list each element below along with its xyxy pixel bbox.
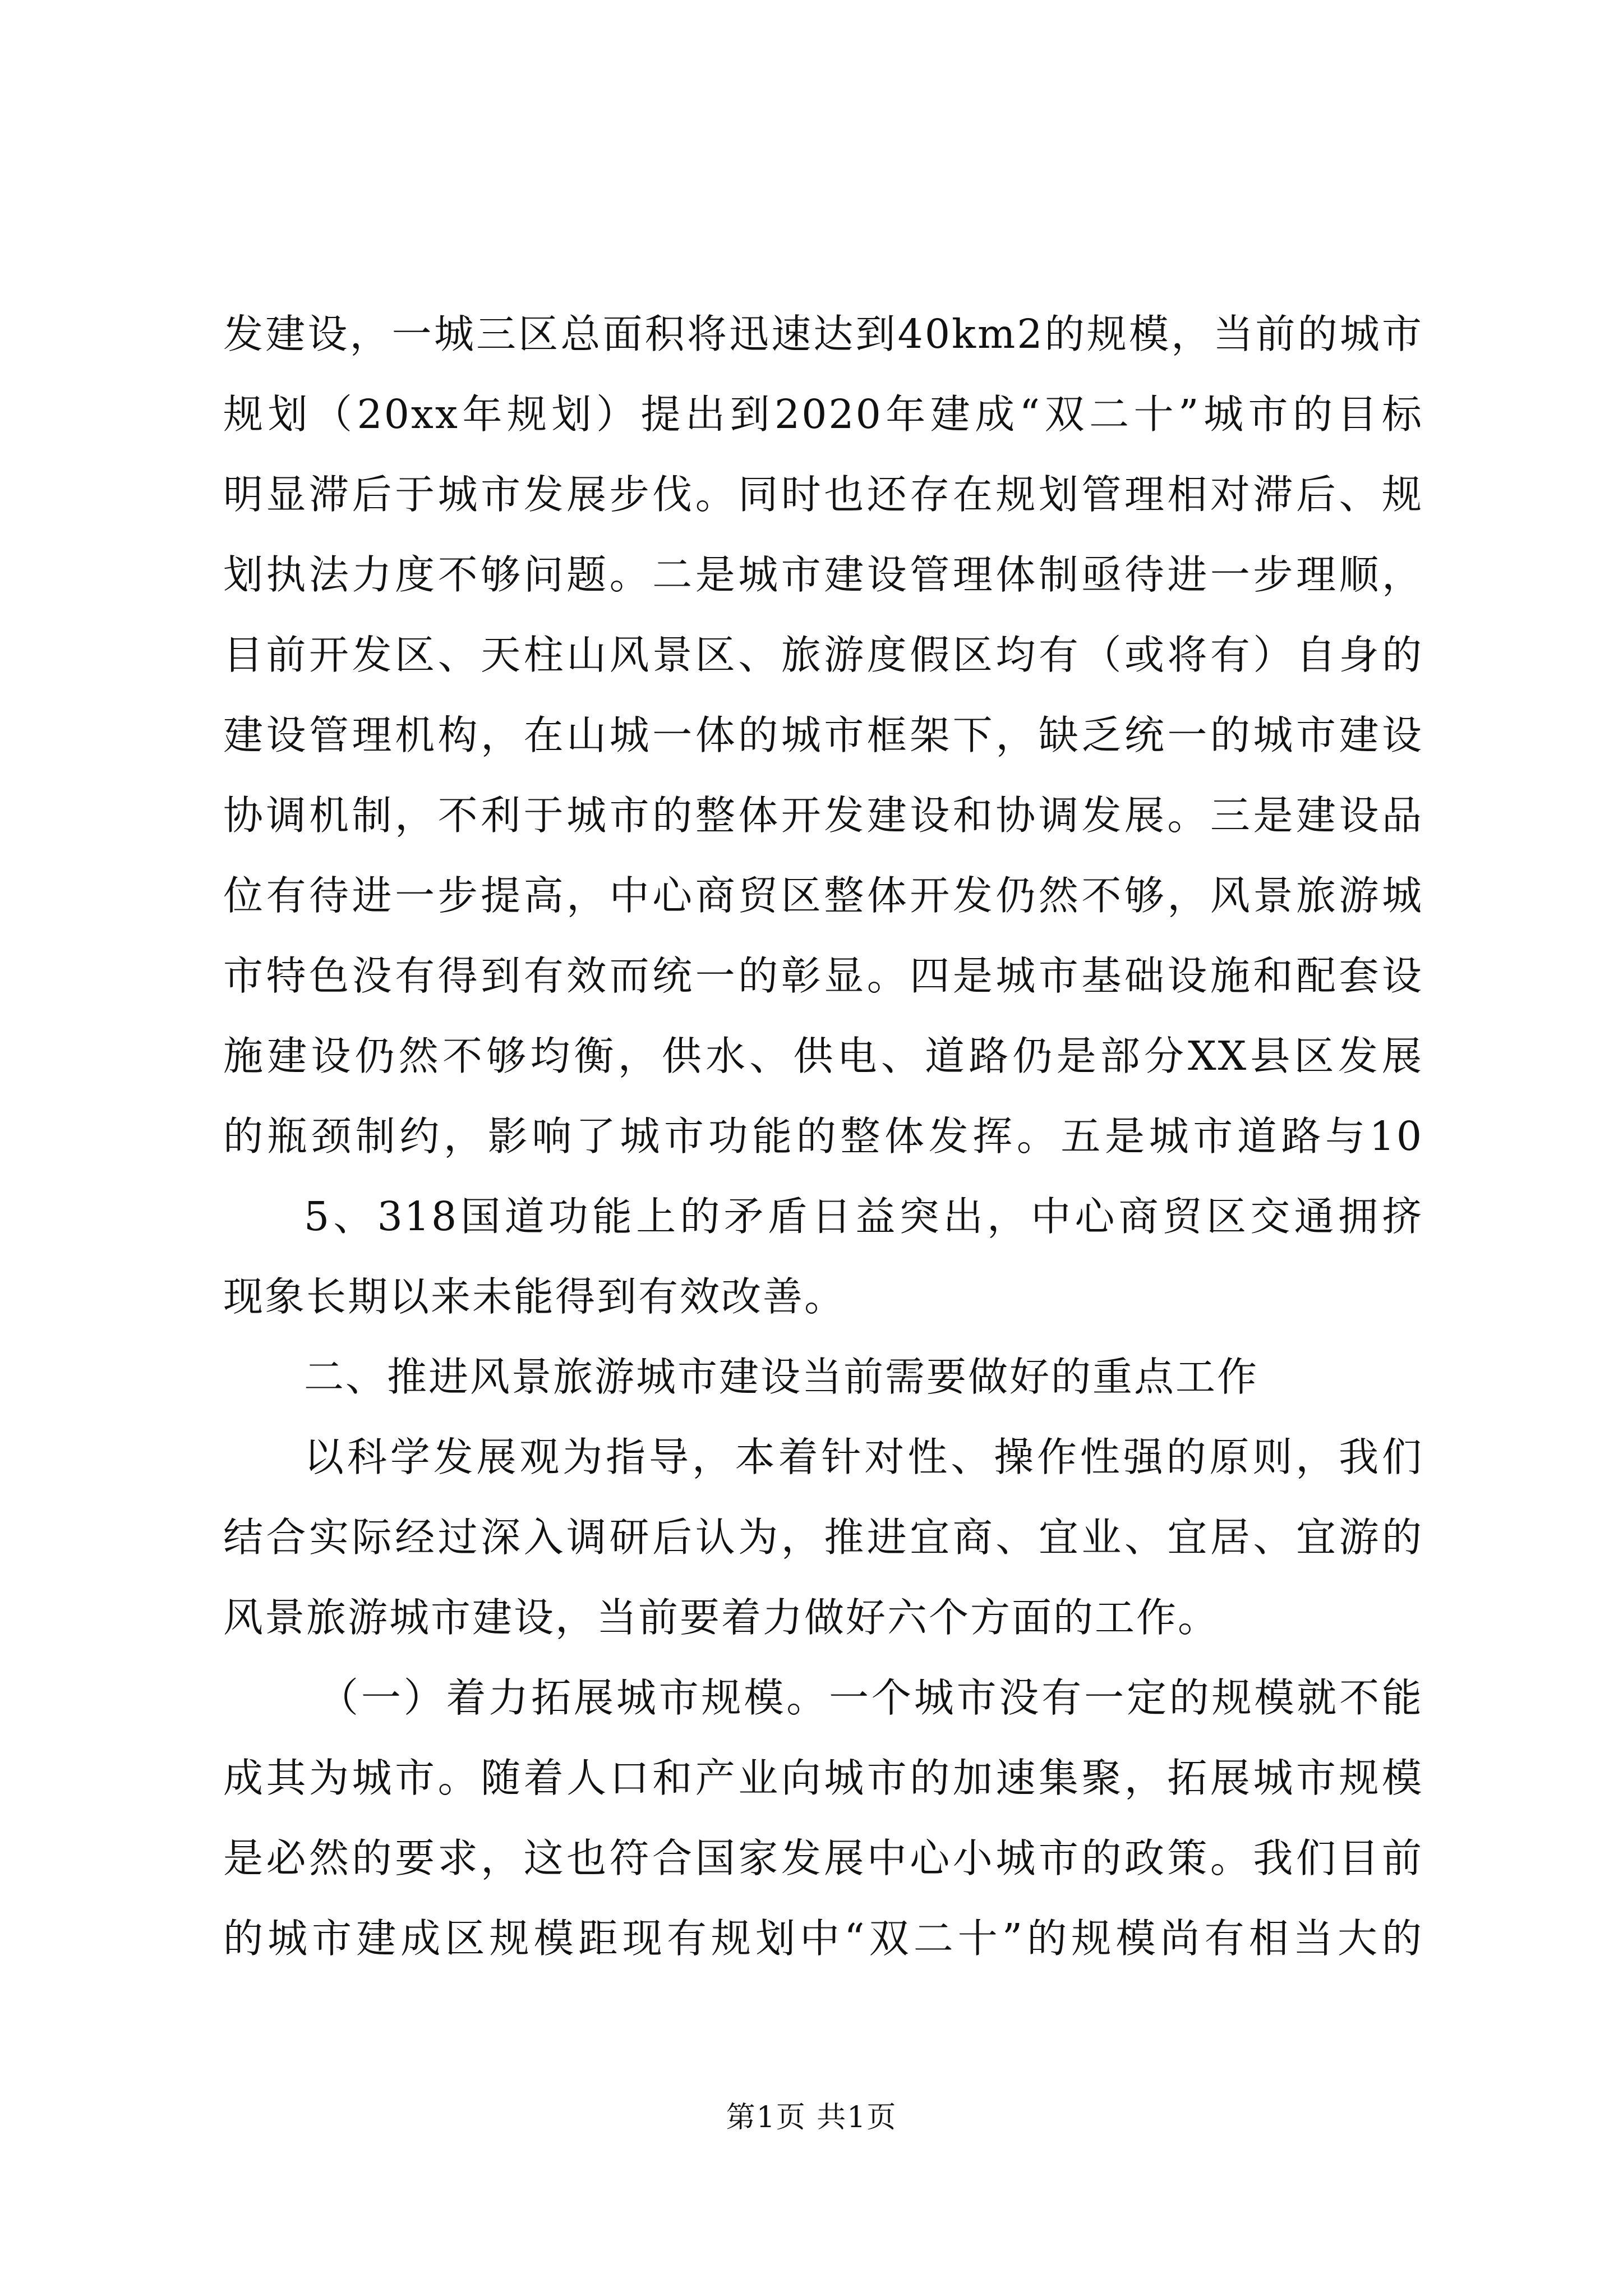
text-line: 协调机制，不利于城市的整体开发建设和协调发展。三是建设品 <box>223 792 1423 839</box>
text-line: 的城市建成区规模距现有规划中“双二十”的规模尚有相当大的 <box>223 1915 1423 1962</box>
text-line: 施建设仍然不够均衡，供水、供电、道路仍是部分XX县区发展 <box>223 1033 1423 1079</box>
text-line: 风景旅游城市建设，当前要着力做好六个方面的工作。 <box>223 1594 1220 1641</box>
text-line: 5、318国道功能上的矛盾日益突出，中心商贸区交通拥挤 <box>304 1193 1423 1240</box>
text-line: 以科学发展观为指导，本着针对性、操作性强的原则，我们 <box>304 1434 1423 1480</box>
text-line: 规划（20xx年规划）提出到2020年建成“双二十”城市的目标 <box>223 391 1423 438</box>
text-line: 位有待进一步提高，中心商贸区整体开发仍然不够，风景旅游城 <box>223 872 1423 919</box>
text-line: 结合实际经过深入调研后认为，推进宜商、宜业、宜居、宜游的 <box>223 1514 1423 1561</box>
text-line: 现象长期以来未能得到有效改善。 <box>223 1273 846 1320</box>
page-number-footer: 第1页 共1页 <box>726 2101 897 2134</box>
text-line: 明显滞后于城市发展步伐。同时也还存在规划管理相对滞后、规 <box>223 471 1423 518</box>
text-line: 划执法力度不够问题。二是城市建设管理体制亟待进一步理顺， <box>223 551 1423 598</box>
text-line: 是必然的要求，这也符合国家发展中心小城市的政策。我们目前 <box>223 1835 1423 1881</box>
text-line: 成其为城市。随着人口和产业向城市的加速集聚，拓展城市规模 <box>223 1755 1423 1801</box>
text-line: （一）着力拓展城市规模。一个城市没有一定的规模就不能 <box>319 1674 1423 1721</box>
text-line: 建设管理机构，在山城一体的城市框架下，缺乏统一的城市建设 <box>223 712 1423 758</box>
section-heading: 二、推进风景旅游城市建设当前需要做好的重点工作 <box>304 1354 1259 1400</box>
text-line: 的瓶颈制约，影响了城市功能的整体发挥。五是城市道路与10 <box>223 1113 1423 1159</box>
text-line: 市特色没有得到有效而统一的彰显。四是城市基础设施和配套设 <box>223 953 1423 999</box>
text-line: 目前开发区、天柱山风景区、旅游度假区均有（或将有）自身的 <box>223 632 1423 678</box>
document-body <box>223 294 1423 1978</box>
text-line: 发建设，一城三区总面积将迅速达到40km2的规模，当前的城市 <box>223 311 1423 357</box>
